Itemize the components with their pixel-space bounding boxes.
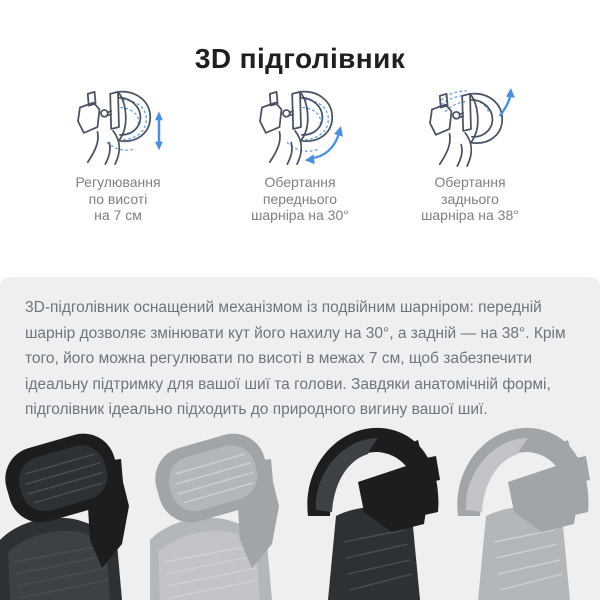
- headrest-photo-top-faded: [450, 420, 600, 600]
- headrest-photo-side-faded: [150, 420, 300, 600]
- headrest-photo-side-dark: [0, 420, 150, 600]
- features-row: [0, 88, 600, 248]
- headrest-side-view-image: [0, 420, 150, 600]
- headrest-top-view-image: [300, 420, 450, 600]
- headrest-top-view-image: [450, 420, 600, 600]
- height-adjustment-icon: [62, 88, 174, 168]
- rear-hinge-rotation-icon: [414, 88, 526, 168]
- description-panel: [0, 277, 600, 600]
- feature-height-adjustment: [28, 88, 208, 224]
- headrest-side-view-image: [150, 420, 300, 600]
- feature-front-hinge-rotation: [210, 88, 390, 224]
- feature-caption: Обертання заднього шарніра на 38°: [421, 174, 519, 223]
- headrest-gallery: [0, 420, 600, 600]
- page-title: 3D підголівник: [194, 42, 406, 74]
- feature-rear-hinge-rotation: [380, 88, 560, 224]
- feature-caption: Регулювання по висоті на 7 см: [75, 174, 161, 223]
- description-text: 3D-підголівник оснащений механізмом із подвійним шарніром: передній шарнір дозволяє змінювати кут його нахилу на 30°, а задній — на 38°. Крім того, його можна регулювати по висоті в межах 7 см, щоб забезпечити ідеальну підтримку для вашої шиї та голови. Завдяки анатомічній формі, підголівник ідеально підходить до природного вигину вашої шиї.: [25, 299, 566, 418]
- headrest-photo-top-dark: [300, 420, 450, 600]
- feature-caption: Обертання переднього шарніра на 30°: [251, 174, 349, 223]
- front-hinge-rotation-icon: [244, 88, 356, 168]
